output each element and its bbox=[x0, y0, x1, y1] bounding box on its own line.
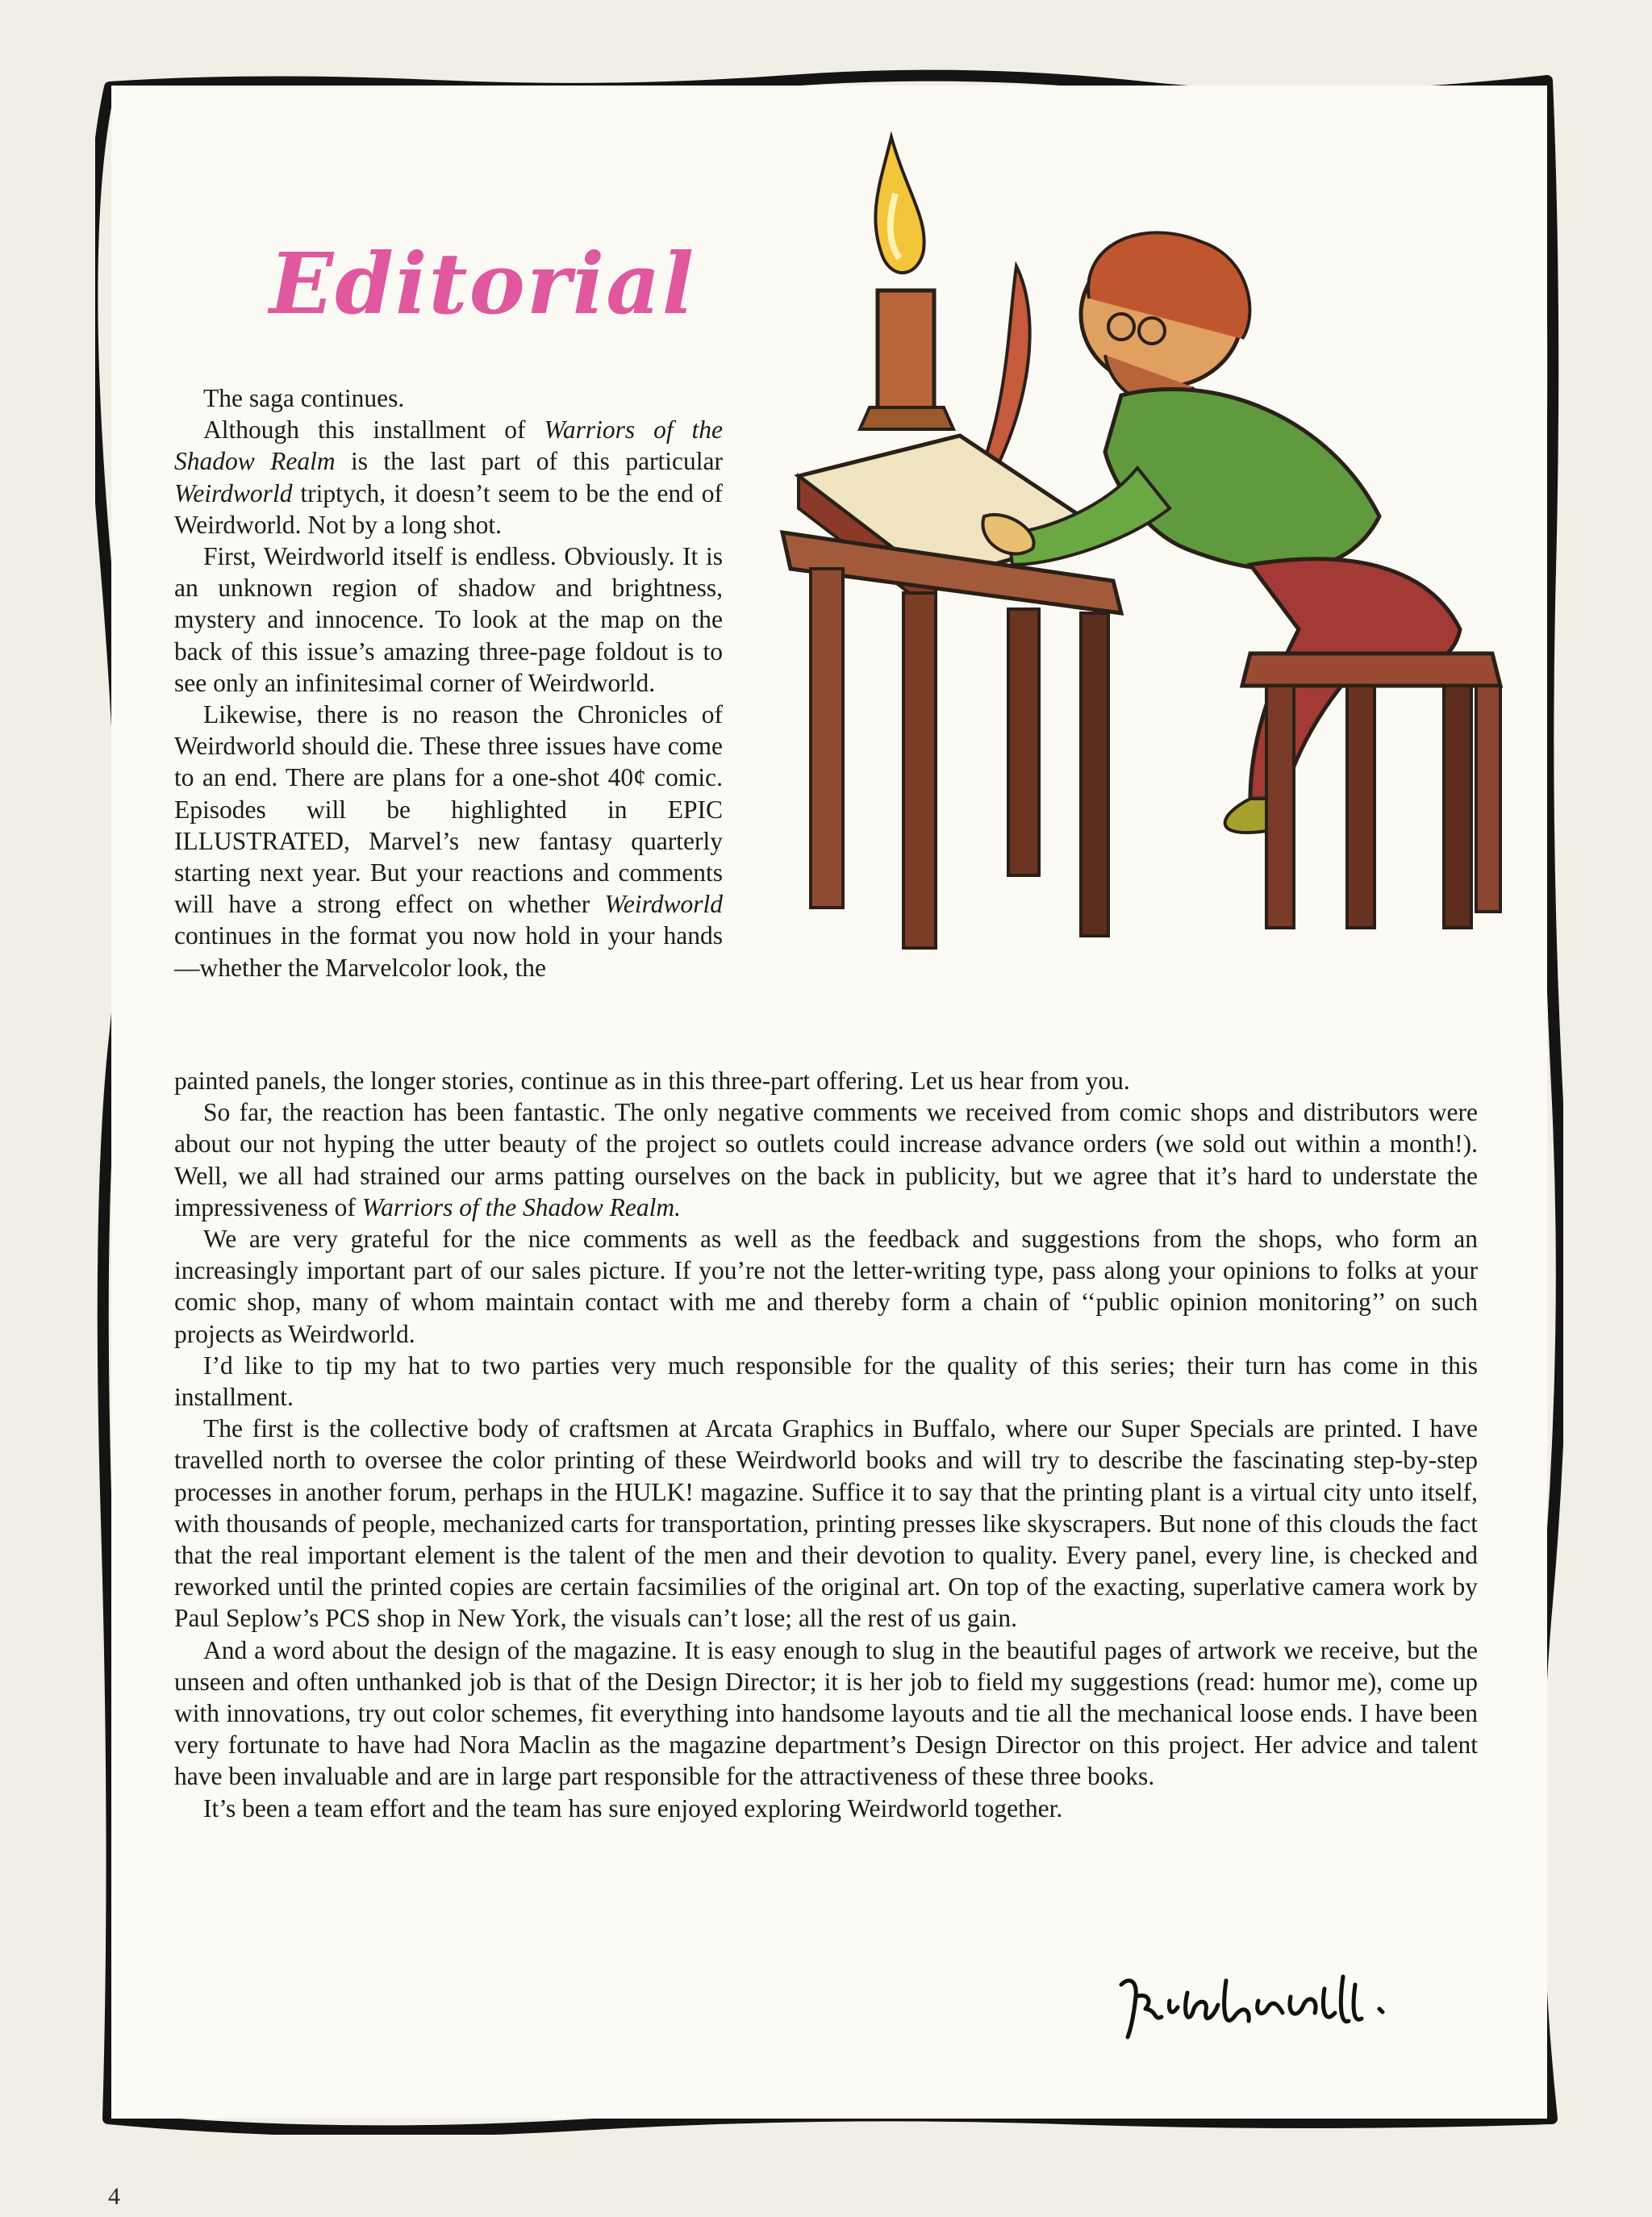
paragraph-4-continued: painted panels, the longer stories, continue as in this three-part offering. Let us hear from you. bbox=[174, 1067, 1130, 1095]
page-title: Editorial bbox=[269, 233, 696, 333]
editorial-column-full bbox=[174, 1065, 1478, 1824]
paragraph-7: I’d like to tip my hat to two parties very much responsible for the quality of this series; their turn has come in this installment. bbox=[174, 1351, 1478, 1412]
page-number: 4 bbox=[108, 2183, 120, 2210]
title-warriors-2: Warriors of the Shadow Realm. bbox=[361, 1192, 681, 1221]
paragraph-2: Although this installment of Warriors of the Shadow Realm is the last part of this particular Weirdworld triptych, it doesn’t seem to be the end of Weirdworld. Not by a long shot. bbox=[174, 415, 723, 539]
scribe-illustration bbox=[766, 129, 1533, 952]
paragraph-10: It’s been a team effort and the team has sure enjoyed exploring Weirdworld together. bbox=[203, 1793, 1063, 1822]
paragraph-4: Likewise, there is no reason the Chronicles of Weirdworld should die. These three issues have come to an end. There are plans for a one-shot 40¢ comic. Episodes will be highlighted in EPIC ILLUSTRATED, Marvel’s new fantasy quarterly starting next year. But your reactions and comments will have a strong effect on whether Weirdworld continues in the format you now hold in your hands—whether the Marvelcolor look, the bbox=[174, 700, 723, 982]
paragraph-9: And a word about the design of the magazine. It is easy enough to slug in the beautiful pages of artwork we receive, but the unseen and often unthanked job is that of the Design Director; it is her job to field my suggestions (read: humor me), come up with innovations, try out color schemes, fit everything into handsome layouts and tie all the mechanical loose ends. I have been very fortunate to have had Nora Maclin as the magazine department’s Design Director on this project. Her advice and talent have been invaluable and are in large part responsible for the attractiveness of these three books. bbox=[174, 1635, 1478, 1791]
paragraph-1: The saga continues. bbox=[203, 384, 405, 412]
paragraph-3: First, Weirdworld itself is endless. Obviously. It is an unknown region of shadow and brightness, mystery and innocence. To look at the map on the back of this issue’s amazing three-page foldout is to see only an infinitesimal corner of Weirdworld. bbox=[174, 542, 723, 697]
paragraph-8: The first is the collective body of craftsmen at Arcata Graphics in Buffalo, where our Super Specials are printed. I have travelled north to oversee the color printing of these Weirdworld books and will try to describe the fascinating step-by-step processes in another forum, perhaps in the HULK! magazine. Suffice it to say that the printing plant is a virtual city unto itself, with thousands of people, mechanized carts for transportation, printing presses like skyscrapers. But none of this clouds the fact that the real important element is the talent of the men and their devotion to quality. Every panel, every line, is checked and reworked until the printed copies are certain facsimilies of the original art. On top of the exacting, superlative camera work by Paul Seplow’s PCS shop in New York, the visuals can’t lose; all the rest of us gain. bbox=[174, 1414, 1478, 1633]
paragraph-6: We are very grateful for the nice comments as well as the feedback and suggestions from the shops, who form an increasingly important part of our sales picture. If you’re not the letter-writing type, pass along your opinions to folks at your comic shop, many of whom maintain contact with me and thereby form a chain of ‘‘public opinion monitoring’’ on such projects as Weirdworld. bbox=[174, 1225, 1478, 1348]
paragraph-5: So far, the reaction has been fantastic. The only negative comments we received from comic shops and distributors were about our not hyping the utter beauty of the project so outlets could increase advance orders (we sold out within a month!). Well, we all had strained our arms patting ourselves on the back in publicity, but we agree that it’s hard to understate the impressiveness of Warriors of the Shadow Realm. bbox=[174, 1098, 1478, 1221]
title-warriors: Warriors of the Shadow Realm bbox=[174, 415, 723, 476]
title-weirdworld: Weirdworld bbox=[174, 478, 293, 507]
editorial-column-narrow bbox=[174, 382, 723, 983]
signature bbox=[1113, 1960, 1436, 2049]
title-weirdworld-2: Weirdworld bbox=[604, 890, 723, 919]
